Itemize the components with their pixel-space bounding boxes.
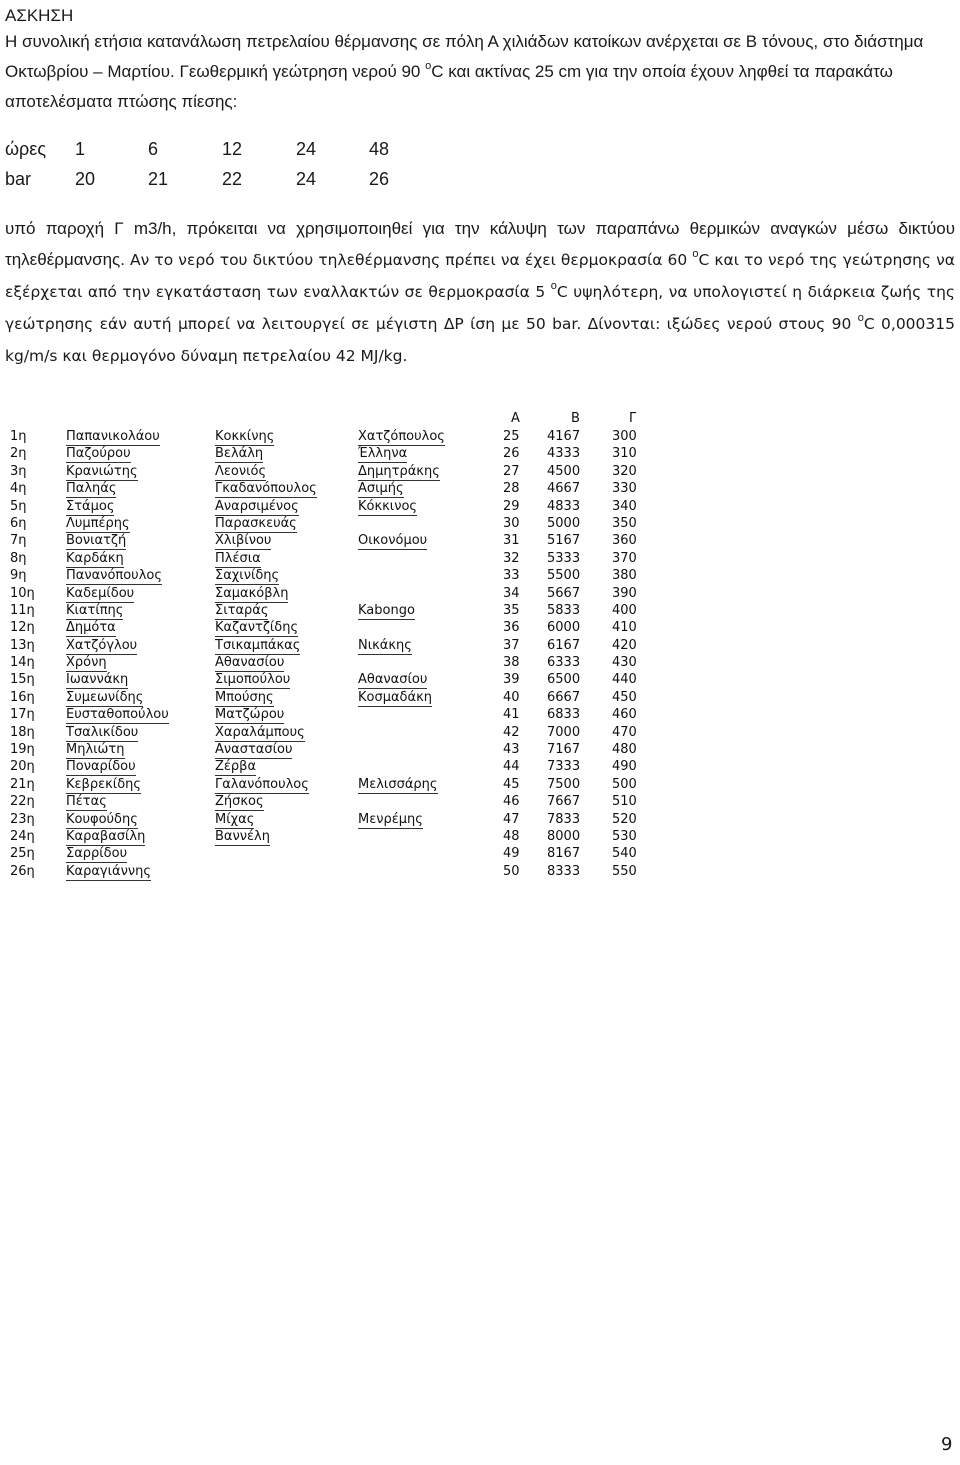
hours-value: 48 — [369, 139, 390, 159]
table-row — [0, 689, 960, 706]
table-row — [0, 654, 960, 671]
value-a: 35 — [503, 602, 520, 618]
value-g: 420 — [612, 637, 637, 653]
value-g: 350 — [612, 515, 637, 531]
value-b: 8000 — [547, 828, 581, 844]
table-row — [0, 515, 960, 532]
value-g: 510 — [612, 794, 637, 810]
member-name: Πλέσια — [215, 550, 261, 566]
value-b: 7333 — [547, 759, 581, 775]
group-number: 13η — [10, 637, 35, 653]
hours-value: 6 — [148, 139, 159, 159]
value-g: 400 — [612, 602, 637, 618]
member-name: Αθανασίου — [358, 672, 428, 688]
group-number: 26η — [10, 863, 35, 879]
value-b: 4500 — [547, 463, 581, 479]
group-number: 12η — [10, 620, 35, 636]
value-b: 4833 — [547, 498, 581, 514]
value-a: 43 — [503, 742, 520, 758]
table-header — [0, 406, 960, 428]
hours-value: 12 — [222, 139, 243, 159]
body-text-a: υπό παροχή Γ m3/h, πρόκειται να χρησιμοποιηθεί για την κάλυψη των παραπάνω θερμικών αναγκών μέσω δικτύου τηλεθέρμανσης. — [5, 219, 955, 269]
group-number: 3η — [10, 463, 27, 479]
group-number: 21η — [10, 776, 35, 792]
body-text-b: Αν το νερό του δικτύου τηλεθέρμανσης πρέπει να έχει θερμοκρασία 60 — [124, 251, 693, 269]
value-g: 330 — [612, 481, 637, 497]
group-number: 6η — [10, 515, 27, 531]
exercise-body — [5, 213, 955, 372]
table-row — [0, 741, 960, 758]
member-name: Σιταράς — [215, 602, 269, 618]
hours-value: 24 — [296, 139, 317, 159]
value-g: 410 — [612, 620, 637, 636]
value-a: 29 — [503, 498, 520, 514]
degree-symbol: ο — [857, 312, 864, 324]
value-a: 41 — [503, 707, 520, 723]
group-number: 5η — [10, 498, 27, 514]
value-a: 32 — [503, 550, 520, 566]
value-b: 6167 — [547, 637, 581, 653]
group-number: 20η — [10, 759, 35, 775]
table-body — [0, 428, 960, 880]
member-name: Πανανόπουλος — [66, 568, 162, 584]
table-row — [0, 637, 960, 654]
group-number: 19η — [10, 742, 35, 758]
table-row — [0, 863, 960, 880]
member-name: Χλιβίνου — [215, 533, 272, 549]
member-name: Ματζώρου — [215, 707, 285, 723]
value-g: 390 — [612, 585, 637, 601]
value-b: 5167 — [547, 533, 581, 549]
value-a: 42 — [503, 724, 520, 740]
body-text-d: C υψηλότερη, να υπολογιστεί η διάρκεια ζωής της γεώτρησης εάν αυτή μπορεί να λειτουργεί σε μέγιστη ΔP ίση με 50 bar. Δίνονται: ιξώδες νερού στους 90 — [5, 283, 955, 333]
hours-label: ώρες — [5, 139, 46, 159]
member-name: Κόκκινος — [358, 498, 418, 514]
member-name: Χατζόπουλος — [358, 429, 445, 444]
member-name: Μίχας — [215, 811, 255, 827]
intro-text-a: Η συνολική ετήσια κατανάλωση πετρελαίου θέρμανσης σε πόλη Α χιλιάδων κατοίκων ανέρχεται σε Β τόνους, στο διάστημα Οκτωβρίου – Μαρτίου. Γεωθερμική γεώτρηση νερού 90 — [5, 32, 924, 81]
group-number: 22η — [10, 794, 35, 810]
member-name: Καραγιάννης — [66, 863, 151, 879]
value-a: 48 — [503, 828, 520, 844]
value-a: 46 — [503, 794, 520, 810]
member-name: Ευσταθοπούλου — [66, 707, 169, 723]
member-name: Παπανικολάου — [66, 429, 160, 444]
member-name: Οικονόμου — [358, 533, 428, 549]
member-name: Κρανιώτης — [66, 463, 138, 479]
bar-label: bar — [5, 169, 32, 189]
value-b: 8333 — [547, 863, 581, 879]
member-name: Βονιατζή — [66, 533, 127, 549]
body-text-c: C και το νερό της γεώτρησης να εξέρχεται από την εγκατάσταση των εναλλακτών σε θερμοκρασία 5 — [5, 251, 955, 301]
group-number: 9η — [10, 568, 27, 584]
value-b: 5833 — [547, 602, 581, 618]
group-number: 4η — [10, 481, 27, 497]
table-row — [0, 706, 960, 723]
bar-value: 20 — [75, 169, 96, 189]
member-name: Παληάς — [66, 481, 117, 497]
member-name: Σαχινίδης — [215, 568, 280, 584]
value-g: 540 — [612, 846, 637, 862]
value-a: 39 — [503, 672, 520, 688]
table-row — [0, 724, 960, 741]
table-row — [0, 550, 960, 567]
value-g: 550 — [612, 863, 637, 879]
member-name: Ιωαννάκη — [66, 672, 129, 688]
value-a: 28 — [503, 481, 520, 497]
member-name: Λεονιός — [215, 463, 267, 479]
value-b: 4333 — [547, 446, 581, 462]
table-row — [0, 619, 960, 636]
value-g: 470 — [612, 724, 637, 740]
member-name: Αναστασίου — [215, 742, 293, 758]
member-name: Στάμος — [66, 498, 115, 514]
member-name: Σαμακόβλη — [215, 585, 289, 601]
member-name: Kabongo — [358, 602, 415, 618]
value-b: 7833 — [547, 811, 581, 827]
table-row — [0, 445, 960, 462]
member-name: Κιατίπης — [66, 602, 124, 618]
table-row — [0, 463, 960, 480]
value-b: 5667 — [547, 585, 581, 601]
value-a: 34 — [503, 585, 520, 601]
group-number: 1η — [10, 429, 27, 444]
member-name: Βελάλη — [215, 446, 264, 462]
value-b: 6333 — [547, 655, 581, 671]
member-name: Τσαλικίδου — [66, 724, 139, 740]
member-name: Καζαντζίδης — [215, 620, 299, 636]
group-number: 16η — [10, 689, 35, 705]
value-a: 36 — [503, 620, 520, 636]
group-number: 2η — [10, 446, 27, 462]
value-a: 26 — [503, 446, 520, 462]
group-number: 15η — [10, 672, 35, 688]
value-a: 38 — [503, 655, 520, 671]
degree-symbol: ο — [550, 280, 557, 292]
value-g: 530 — [612, 828, 637, 844]
bar-value: 26 — [369, 169, 390, 189]
value-a: 25 — [503, 429, 520, 444]
group-number: 17η — [10, 707, 35, 723]
value-g: 460 — [612, 707, 637, 723]
value-a: 49 — [503, 846, 520, 862]
table-row — [0, 811, 960, 828]
value-g: 360 — [612, 533, 637, 549]
value-b: 7500 — [547, 776, 581, 792]
value-g: 490 — [612, 759, 637, 775]
value-b: 5500 — [547, 568, 581, 584]
pressure-test-table — [5, 134, 425, 194]
member-name: Μηλιώτη — [66, 742, 125, 758]
body-text-e: C 0,000315 kg/m/s και θερμογόνο δύναμη πετρελαίου 42 MJ/kg. — [5, 315, 955, 365]
value-b: 6500 — [547, 672, 581, 688]
bar-value: 22 — [222, 169, 243, 189]
bar-row — [5, 164, 425, 194]
value-b: 6833 — [547, 707, 581, 723]
value-b: 5000 — [547, 515, 581, 531]
table-row — [0, 758, 960, 775]
table-row — [0, 828, 960, 845]
value-a: 47 — [503, 811, 520, 827]
group-number: 7η — [10, 533, 27, 549]
group-number: 25η — [10, 846, 35, 862]
table-row — [0, 428, 960, 445]
member-name: Χατζόγλου — [66, 637, 138, 653]
member-name: Καρδάκη — [66, 550, 124, 566]
value-a: 30 — [503, 515, 520, 531]
bar-value: 24 — [296, 169, 317, 189]
exercise-title: ΑΣΚΗΣΗ — [5, 6, 74, 25]
member-name: Κεβρεκίδης — [66, 776, 142, 792]
value-a: 27 — [503, 463, 520, 479]
table-row — [0, 585, 960, 602]
member-name: Μενρέμης — [358, 811, 423, 827]
page-number: 9 — [941, 1434, 953, 1455]
member-name: Τσικαμπάκας — [215, 637, 301, 653]
value-b: 4167 — [547, 429, 581, 444]
member-name: Καραβασίλη — [66, 828, 146, 844]
value-a: 31 — [503, 533, 520, 549]
header-a: Α — [511, 411, 520, 426]
value-a: 37 — [503, 637, 520, 653]
group-number: 8η — [10, 550, 27, 566]
table-row — [0, 532, 960, 549]
member-name: Λυμπέρης — [66, 515, 130, 531]
group-number: 11η — [10, 602, 35, 618]
header-b: Β — [571, 411, 580, 426]
member-name: Γαλανόπουλος — [215, 776, 309, 792]
member-name: Μελισσάρης — [358, 776, 438, 792]
value-b: 4667 — [547, 481, 581, 497]
bar-value: 21 — [148, 169, 169, 189]
value-a: 44 — [503, 759, 520, 775]
hours-row — [5, 134, 425, 164]
member-name: Δημότα — [66, 620, 116, 636]
member-name: Αναρσιμένος — [215, 498, 299, 514]
intro-text-b: C και ακτίνας 25 cm για την οποία έχουν ληφθεί τα παρακάτω αποτελέσματα πτώσης πίεσης: — [5, 62, 893, 111]
member-name: Κουφούδης — [66, 811, 138, 827]
member-name: Κοσμαδάκη — [358, 689, 432, 705]
value-b: 6000 — [547, 620, 581, 636]
member-name: Σαρρίδου — [66, 846, 128, 862]
value-g: 300 — [612, 429, 637, 444]
member-name: Κοκκίνης — [215, 429, 275, 444]
value-g: 310 — [612, 446, 637, 462]
value-g: 480 — [612, 742, 637, 758]
member-name: Καδεμίδου — [66, 585, 135, 601]
member-name: Γκαδανόπουλος — [215, 481, 317, 497]
member-name: Ασιμής — [358, 481, 404, 497]
table-row — [0, 793, 960, 810]
table-row — [0, 567, 960, 584]
table-row — [0, 776, 960, 793]
value-g: 340 — [612, 498, 637, 514]
exercise-intro — [5, 27, 955, 117]
value-g: 380 — [612, 568, 637, 584]
value-g: 430 — [612, 655, 637, 671]
table-row — [0, 845, 960, 862]
group-number: 10η — [10, 585, 35, 601]
member-name: Ζέρβα — [215, 759, 257, 775]
value-a: 45 — [503, 776, 520, 792]
value-b: 7000 — [547, 724, 581, 740]
value-g: 370 — [612, 550, 637, 566]
member-name: Συμεωνίδης — [66, 689, 144, 705]
member-name: Χαραλάμπους — [215, 724, 305, 740]
group-number: 18η — [10, 724, 35, 740]
value-b: 7667 — [547, 794, 581, 810]
value-a: 40 — [503, 689, 520, 705]
member-name: Πέτας — [66, 794, 107, 810]
member-name: Ζήσκος — [215, 794, 264, 810]
value-b: 5333 — [547, 550, 581, 566]
table-row — [0, 498, 960, 515]
member-name: Μπούσης — [215, 689, 274, 705]
value-b: 6667 — [547, 689, 581, 705]
member-name: Χρόνη — [66, 655, 107, 671]
member-name: Ποναρίδου — [66, 759, 136, 775]
value-g: 450 — [612, 689, 637, 705]
member-name: Παζούρου — [66, 446, 131, 462]
value-g: 320 — [612, 463, 637, 479]
header-g: Γ — [629, 411, 637, 426]
group-assignment-table — [0, 406, 960, 880]
degree-symbol: ο — [425, 60, 432, 72]
member-name: Σιμοπούλου — [215, 672, 291, 688]
group-number: 24η — [10, 828, 35, 844]
value-a: 33 — [503, 568, 520, 584]
value-b: 7167 — [547, 742, 581, 758]
group-number: 23η — [10, 811, 35, 827]
value-g: 440 — [612, 672, 637, 688]
group-number: 14η — [10, 655, 35, 671]
member-name: Αθανασίου — [215, 655, 285, 671]
value-g: 520 — [612, 811, 637, 827]
member-name: Παρασκευάς — [215, 515, 297, 531]
member-name: Δημητράκης — [358, 463, 440, 479]
degree-symbol: ο — [692, 248, 699, 260]
table-row — [0, 602, 960, 619]
table-row — [0, 671, 960, 688]
member-name: Νικάκης — [358, 637, 412, 653]
table-row — [0, 480, 960, 497]
member-name: Βαννέλη — [215, 828, 270, 844]
value-g: 500 — [612, 776, 637, 792]
value-a: 50 — [503, 863, 520, 879]
value-b: 8167 — [547, 846, 581, 862]
hours-value: 1 — [75, 139, 86, 159]
member-name: Έλληνα — [358, 446, 408, 462]
